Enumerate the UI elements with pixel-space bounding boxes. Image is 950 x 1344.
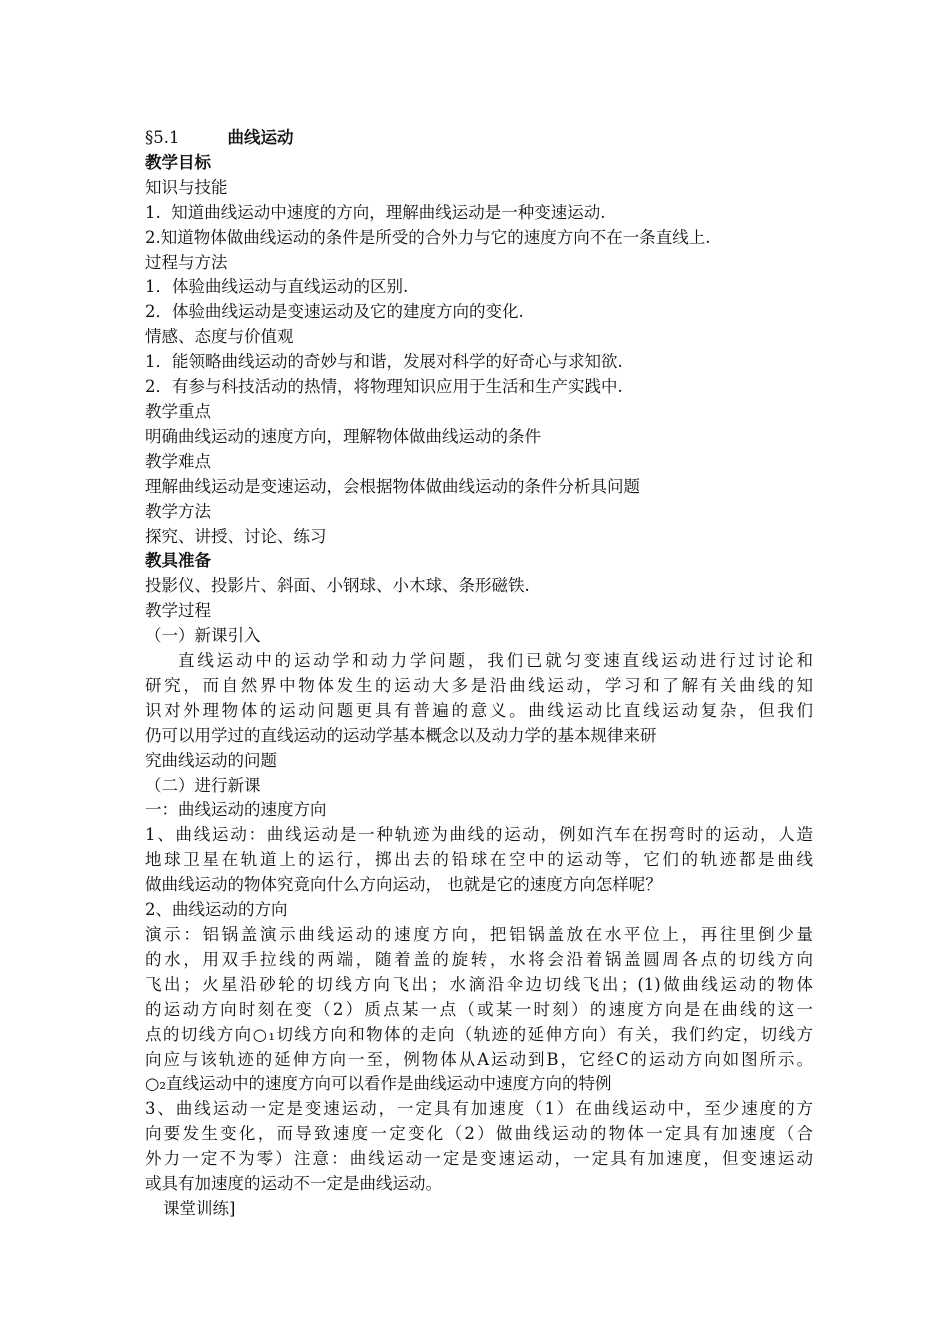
objectives-heading: 教学目标 — [145, 152, 211, 172]
document-page — [145, 126, 813, 1222]
demo-paragraph-line: 的水，用双手拉线的两端，随着盖的旋转，水将会沿着锅盖圆周各点的切线方向 — [145, 949, 813, 969]
tools-text: 投影仪、投影片、斜面、小钢球、小木球、条形磁铁. — [145, 576, 530, 596]
section-number: §5.1 — [145, 128, 180, 147]
demo-paragraph-line: 演示：铝锅盖演示曲线运动的速度方向，把铝锅盖放在水平位上，再往里倒少量 — [145, 925, 813, 944]
intro-paragraph-line: 研究，而自然界中物体发生的运动大多是沿曲线运动，学习和了解有关曲线的知 — [145, 675, 813, 695]
variable-motion-paragraph-line: 3、曲线运动一定是变速运动，一定具有加速度（1）在曲线运动中，至少速度的方 — [145, 1099, 813, 1119]
demo-paragraph-line: 向应与该轨迹的延伸方向一至，例物体从A运动到B，它经C的运动方向如图所示。 — [145, 1049, 813, 1069]
emotion-item: 2．有参与科技活动的热情，将物理知识应用于生活和生产实践中. — [145, 377, 623, 397]
variable-motion-paragraph-line: 或具有加速度的运动不一定是曲线运动。 — [145, 1174, 442, 1194]
part1-heading: 一：曲线运动的速度方向 — [145, 800, 327, 820]
practice-heading: 课堂训练] — [163, 1198, 236, 1218]
intro-paragraph-line: 仍可以用学过的直线运动的运动学基本概念以及动力学的基本规律来研 — [145, 725, 657, 745]
process-method-item: 1．体验曲线运动与直线运动的区别. — [145, 277, 409, 297]
variable-motion-paragraph-line: 向要发生变化，而导致速度一定变化（2）做曲线运动的物体一定具有加速度（合 — [145, 1124, 813, 1144]
demo-paragraph-line: 点的切线方向○₁切线方向和物体的走向（轨迹的延伸方向）有关，我们约定，切线方 — [145, 1024, 813, 1044]
knowledge-item: 2.知道物体做曲线运动的条件是所受的合外力与它的速度方向不在一条直线上. — [145, 227, 711, 247]
demo-paragraph-line: ○₂直线运动中的速度方向可以看作是曲线运动中速度方向的特例 — [145, 1074, 612, 1094]
method-heading: 教学方法 — [145, 501, 211, 521]
curve-motion-paragraph-line: 做曲线运动的物体究竟向什么方向运动， 也就是它的速度方向怎样呢？ — [145, 875, 662, 895]
teaching-process-heading: 教学过程 — [145, 601, 211, 621]
intro-paragraph-line: 究曲线运动的问题 — [145, 750, 277, 770]
process-method-heading: 过程与方法 — [145, 252, 228, 272]
key-point-heading: 教学重点 — [145, 401, 211, 421]
emotion-item: 1．能领略曲线运动的奇妙与和谐，发展对科学的好奇心与求知欲. — [145, 352, 623, 372]
tools-heading: 教具准备 — [145, 551, 211, 571]
demo-paragraph-line: 飞出；火星沿砂轮的切线方向飞出；水滴沿伞边切线飞出；(1)做曲线运动的物体 — [145, 974, 813, 994]
intro-heading: （一）新课引入 — [145, 626, 261, 646]
emotion-heading: 情感、态度与价值观 — [145, 327, 294, 347]
curve-motion-paragraph-line: 地球卫星在轨道上的运行，掷出去的铅球在空中的运动等，它们的轨迹都是曲线 — [145, 850, 813, 870]
knowledge-item: 1. 知道曲线运动中速度的方向，理解曲线运动是一种变速运动. — [145, 202, 606, 222]
new-lesson-heading: （二）进行新课 — [145, 775, 261, 795]
difficulty-text: 理解曲线运动是变速运动，会根据物体做曲线运动的条件分析具问题 — [145, 476, 640, 496]
difficulty-heading: 教学难点 — [145, 451, 211, 471]
process-method-item: 2．体验曲线运动是变速运动及它的建度方向的变化. — [145, 302, 524, 322]
knowledge-heading: 知识与技能 — [145, 177, 228, 197]
demo-paragraph-line: 的运动方向时刻在变（2）质点某一点（或某一时刻）的速度方向是在曲线的这一 — [145, 999, 813, 1019]
variable-motion-paragraph-line: 外力一定不为零）注意：曲线运动一定是变速运动，一定具有加速度，但变速运动 — [145, 1149, 813, 1169]
section-name: 曲线运动 — [227, 128, 294, 147]
intro-paragraph-line: 识对外理物体的运动问题更具有普遍的意义。曲线运动比直线运动复杂，但我们 — [145, 700, 813, 720]
section-title — [145, 126, 813, 151]
method-text: 探究、讲授、讨论、练习 — [145, 526, 327, 546]
curve-motion-paragraph-line: 1、曲线运动：曲线运动是一种轨迹为曲线的运动，例如汽车在拐弯时的运动，人造 — [145, 825, 813, 845]
key-point-text: 明确曲线运动的速度方向，理解物体做曲线运动的条件 — [145, 426, 541, 446]
direction-heading: 2、曲线运动的方向 — [145, 900, 288, 920]
intro-paragraph-line: 直线运动中的运动学和动力学问题，我们已就匀变速直线运动进行过讨论和 — [178, 651, 813, 671]
